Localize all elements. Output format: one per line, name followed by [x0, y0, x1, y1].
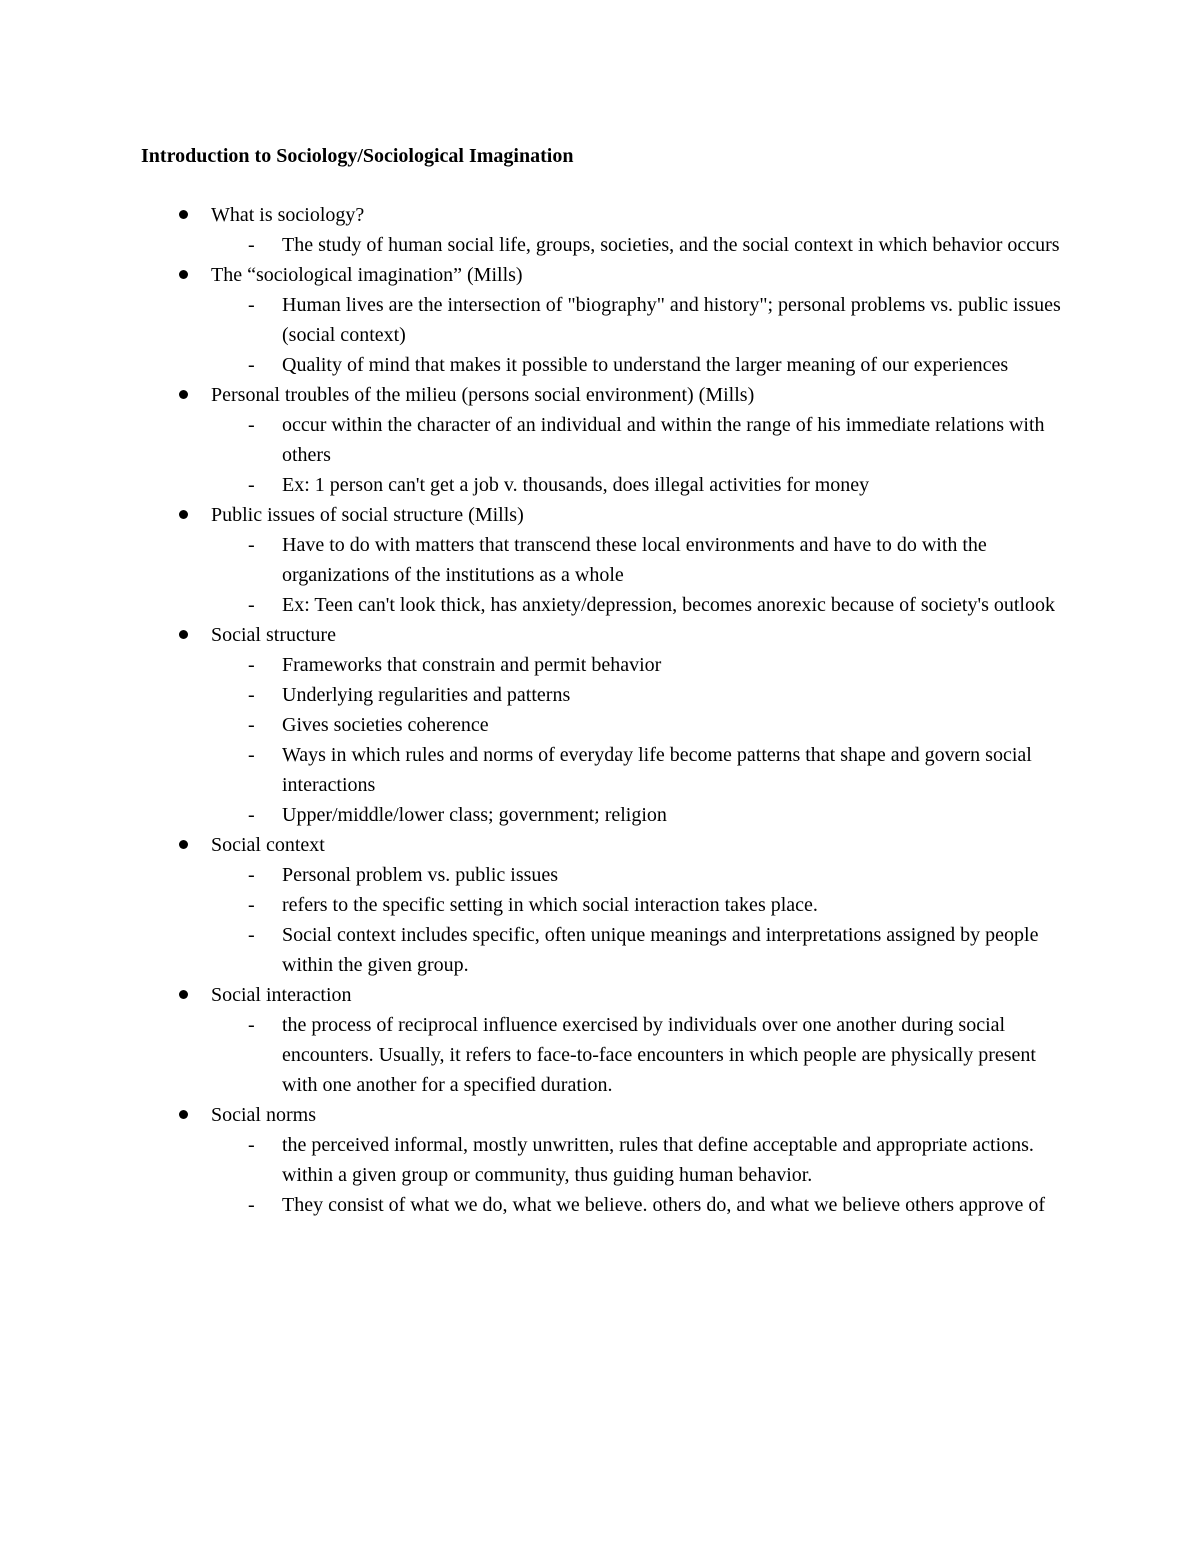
- sub-point: [0, 920, 1062, 980]
- sub-point-text: They consist of what we do, what we believe. others do, and what we believe others approve of: [282, 1194, 1046, 1216]
- sub-point: [0, 230, 1062, 260]
- dash-marker-icon: -: [248, 534, 255, 556]
- sub-point-text: the perceived informal, mostly unwritten, rules that define acceptable and appropriate actions. within a given group or community, thus guiding human behavior.: [282, 1134, 1034, 1186]
- sub-point-text: Human lives are the intersection of "biography" and history"; personal problems vs. public issues (social context): [282, 294, 1061, 346]
- dash-marker-icon: -: [248, 414, 255, 436]
- sub-point-text: Underlying regularities and patterns: [282, 684, 571, 706]
- sub-point: [0, 740, 1062, 800]
- sub-point: [0, 470, 1062, 500]
- dash-marker-icon: -: [248, 804, 255, 826]
- topic-list: [0, 200, 1200, 1220]
- sub-point-text: Have to do with matters that transcend these local environments and have to do with the organizations of the institutions as a whole: [282, 534, 987, 586]
- sub-point-text: Upper/middle/lower class; government; religion: [282, 804, 667, 826]
- sub-point-list: [0, 230, 1200, 260]
- topic-heading-row: [0, 620, 1200, 650]
- sub-point: [0, 650, 1062, 680]
- dash-marker-icon: -: [248, 714, 255, 736]
- sub-point: [0, 860, 1062, 890]
- sub-point-text: Quality of mind that makes it possible to understand the larger meaning of our experiences: [282, 354, 1009, 376]
- sub-point: [0, 1130, 1062, 1190]
- bullet-icon: [179, 630, 188, 639]
- sub-point-list: [0, 650, 1200, 830]
- sub-point: [0, 1010, 1062, 1100]
- sub-point-text: Personal problem vs. public issues: [282, 864, 559, 886]
- topic-heading: Social interaction: [211, 984, 352, 1006]
- sub-point-text: Social context includes specific, often unique meanings and interpretations assigned by people within the given group.: [282, 924, 1039, 976]
- dash-marker-icon: -: [248, 234, 255, 256]
- sub-point: [0, 800, 1062, 830]
- bullet-icon: [179, 1110, 188, 1119]
- sub-point-text: the process of reciprocal influence exercised by individuals over one another during social encounters. Usually, it refers to face-to-face encounters in which people are physically present with one another for a specified duration.: [282, 1014, 1036, 1096]
- topic-heading-row: [0, 1100, 1200, 1130]
- dash-marker-icon: -: [248, 474, 255, 496]
- sub-point: [0, 710, 1062, 740]
- topic-heading: Social norms: [211, 1104, 316, 1126]
- bullet-icon: [179, 990, 188, 999]
- sub-point-list: [0, 1130, 1200, 1220]
- sub-point-text: Ex: Teen can't look thick, has anxiety/depression, becomes anorexic because of society's outlook: [282, 594, 1055, 616]
- dash-marker-icon: -: [248, 654, 255, 676]
- topic-item: [0, 1100, 1200, 1220]
- sub-point: [0, 590, 1062, 620]
- dash-marker-icon: -: [248, 864, 255, 886]
- topic-item: [0, 980, 1200, 1100]
- dash-marker-icon: -: [248, 1134, 255, 1156]
- sub-point: [0, 410, 1062, 470]
- topic-heading-row: [0, 830, 1200, 860]
- sub-point: [0, 890, 1062, 920]
- sub-point-text: The study of human social life, groups, societies, and the social context in which behavior occurs: [282, 234, 1060, 256]
- topic-heading: Social structure: [211, 624, 336, 646]
- sub-point-list: [0, 530, 1200, 620]
- dash-marker-icon: -: [248, 744, 255, 766]
- topic-heading: Social context: [211, 834, 325, 856]
- sub-point-text: Ways in which rules and norms of everyday life become patterns that shape and govern social interactions: [282, 744, 1032, 796]
- sub-point-text: occur within the character of an individual and within the range of his immediate relations with others: [282, 414, 1045, 466]
- bullet-icon: [179, 210, 188, 219]
- topic-heading-row: [0, 200, 1200, 230]
- topic-heading: The “sociological imagination” (Mills): [211, 264, 523, 286]
- sub-point-text: Gives societies coherence: [282, 714, 489, 736]
- sub-point: [0, 350, 1062, 380]
- sub-point-list: [0, 410, 1200, 500]
- topic-heading: What is sociology?: [211, 204, 365, 226]
- sub-point: [0, 1190, 1062, 1220]
- topic-heading-row: [0, 260, 1200, 290]
- bullet-icon: [179, 270, 188, 279]
- dash-marker-icon: -: [248, 354, 255, 376]
- topic-item: [0, 500, 1200, 620]
- topic-item: [0, 830, 1200, 980]
- sub-point: [0, 530, 1062, 590]
- bullet-icon: [179, 390, 188, 399]
- sub-point: [0, 680, 1062, 710]
- dash-marker-icon: -: [248, 924, 255, 946]
- sub-point-text: refers to the specific setting in which social interaction takes place.: [282, 894, 818, 916]
- dash-marker-icon: -: [248, 684, 255, 706]
- sub-point-text: Ex: 1 person can't get a job v. thousands, does illegal activities for money: [282, 474, 870, 496]
- topic-heading: Personal troubles of the milieu (persons social environment) (Mills): [211, 384, 755, 406]
- sub-point-list: [0, 290, 1200, 380]
- dash-marker-icon: -: [248, 294, 255, 316]
- sub-point: [0, 290, 1062, 350]
- topic-heading-row: [0, 980, 1200, 1010]
- dash-marker-icon: -: [248, 1194, 255, 1216]
- topic-heading-row: [0, 500, 1200, 530]
- bullet-icon: [179, 840, 188, 849]
- topic-item: [0, 200, 1200, 260]
- dash-marker-icon: -: [248, 1014, 255, 1036]
- sub-point-list: [0, 860, 1200, 980]
- sub-point-list: [0, 1010, 1200, 1100]
- sub-point-text: Frameworks that constrain and permit behavior: [282, 654, 662, 676]
- dash-marker-icon: -: [248, 894, 255, 916]
- bullet-icon: [179, 510, 188, 519]
- topic-heading: Public issues of social structure (Mills): [211, 504, 524, 526]
- document-title: Introduction to Sociology/Sociological Imagination: [141, 145, 574, 167]
- topic-item: [0, 380, 1200, 500]
- topic-item: [0, 260, 1200, 380]
- topic-heading-row: [0, 380, 1200, 410]
- dash-marker-icon: -: [248, 594, 255, 616]
- topic-item: [0, 620, 1200, 830]
